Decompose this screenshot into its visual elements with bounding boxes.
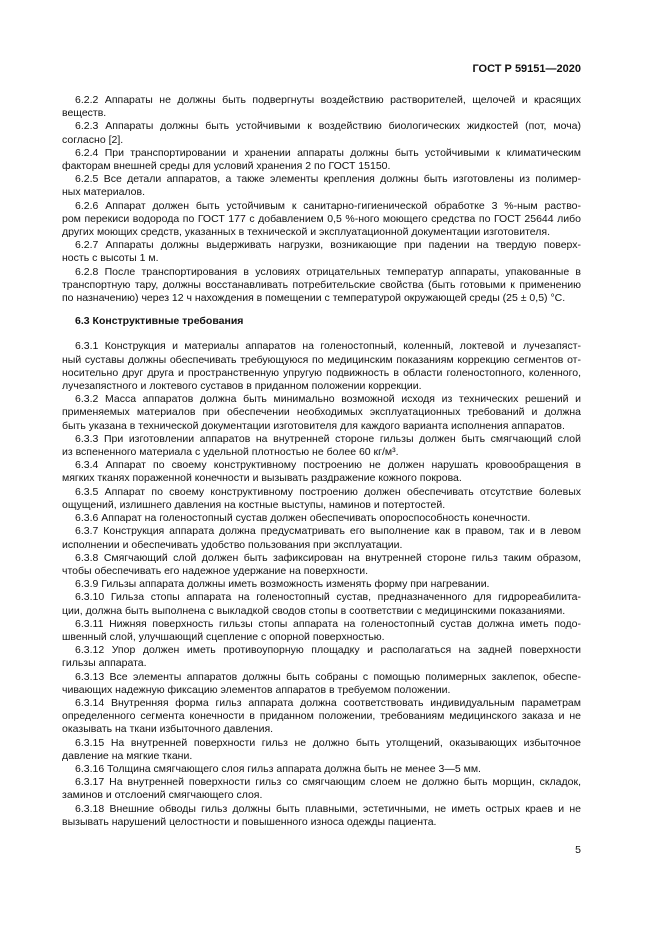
clause-text-line: Упор должен иметь противоупорную площадку и располагаться на задней поверхности <box>111 644 582 657</box>
clause-text-line: После транспортирования в условиях отрицательных температур аппараты, упакованные в <box>104 265 581 278</box>
clause-text-line: Аппараты должны выдерживать нагрузки, возникающие при падении на твердую поверх- <box>105 239 582 252</box>
clause-number: 6.3.5 <box>75 485 99 498</box>
clause-text-line: Аппарат на голеностопный сустав должен обеспечивать опороспособность конечности. <box>101 512 531 525</box>
clause-6-2-4 <box>62 147 581 173</box>
clause-text-line: швенный слой, улучшающий сцепление с опорной поверхностью. <box>62 630 385 643</box>
clause-text-line: Аппарат по своему конструктивному построению не должен нарушать кровообращения в <box>105 459 582 472</box>
clause-text-line: Конструкция аппарата должна предусматривать его выполнение как в правом, так и в левом <box>103 525 581 538</box>
clause-text-line: Конструкция и материалы аппаратов на голеностопный, коленный, локтевой и лучезапяст- <box>104 340 581 353</box>
clause-number: 6.3.8 <box>75 551 99 564</box>
clause-first-line <box>62 239 581 252</box>
clause-text-line: ных материалов. <box>62 186 145 199</box>
clause-number: 6.3.10 <box>75 591 105 604</box>
clause-6-3-7 <box>62 525 581 551</box>
clause-number: 6.2.5 <box>75 173 99 186</box>
clause-6-2-5 <box>62 173 581 199</box>
clause-text-line: факторам внешней среды для условий хранения 2 по ГОСТ 15150. <box>62 160 391 173</box>
clause-text-line: вызывать нарушений целостности и повышенного износа одежды пациента. <box>62 815 437 828</box>
clause-number: 6.3.7 <box>75 525 99 538</box>
clause-text-line: из вспененного материала с удельной плотностью не более 60 кг/м³. <box>62 446 399 459</box>
clause-text-line: по назначению) через 12 ч нахождения в помещении с температурой окружающей среды (25 ± 0,5) °C. <box>62 292 566 305</box>
clause-6-3-12 <box>62 644 581 670</box>
clause-number: 6.3.9 <box>75 578 99 591</box>
clause-text-line: лучезапястного и локтевого суставов в приданном положении коррекции. <box>62 380 422 393</box>
clause-text-line: Аппарат должен быть устойчивым к санитарно-гигиенической обработке 3 %-ным раство- <box>105 199 582 212</box>
clause-6-3-11 <box>62 618 581 644</box>
clause-first-line <box>62 486 581 499</box>
clause-first-line <box>62 618 581 631</box>
clause-first-line <box>62 803 581 816</box>
clause-text-line: давление на мягкие ткани. <box>62 749 193 762</box>
clause-text-line: других моющих средств, указанных в технической и эксплуатационной документации изготовителя. <box>62 226 550 239</box>
clause-first-line <box>62 433 581 446</box>
clause-first-line <box>62 512 581 525</box>
clause-first-line <box>62 671 581 684</box>
clause-first-line <box>62 459 581 472</box>
clause-text-line: чтобы обеспечивать его надежное удержание на поверхности. <box>62 564 369 577</box>
clause-text-line: На внутренней поверхности гильз не должно быть утолщений, оказывающих избыточное <box>110 736 582 749</box>
clause-number: 6.3.4 <box>75 459 99 472</box>
clause-number: 6.3.17 <box>75 776 105 789</box>
clause-first-line <box>62 120 581 133</box>
clause-first-line <box>62 173 581 186</box>
clause-first-line <box>62 776 581 789</box>
clause-number: 6.3.14 <box>75 696 105 709</box>
clause-number: 6.3.18 <box>75 802 105 815</box>
clause-first-line <box>62 94 581 107</box>
page-number: 5 <box>575 844 581 856</box>
clause-number: 6.3.6 <box>75 512 99 525</box>
clause-text-line: Смягчающий слой должен быть зафиксирован на внутренней стороне гильз таким образом, <box>103 551 581 564</box>
clause-text-line: Аппараты не должны быть подвергнуты воздействию растворителей, щелочей и красящих <box>104 94 582 106</box>
clause-first-line <box>62 697 581 710</box>
clause-number: 6.2.8 <box>75 265 99 278</box>
clause-text-line: заминов и отслоений смягчающего слоя. <box>62 789 263 802</box>
clause-text-line: чивающих надежную фиксацию элементов аппаратов в требуемом положении. <box>62 683 451 696</box>
clause-text-line: веществ. <box>62 107 107 120</box>
clause-text-line: Внешние обводы гильз должны быть плавными, эстетичными, не иметь острых краев и не <box>109 802 581 815</box>
clause-6-2-3 <box>62 120 581 146</box>
clause-text-line: Гильзы аппарата должны иметь возможность изменять форму при нагревании. <box>101 578 490 591</box>
clause-6-3-1 <box>62 340 581 393</box>
clause-6-3-6 <box>62 512 581 525</box>
clause-6-3-10 <box>62 591 581 617</box>
clause-6-3-4 <box>62 459 581 485</box>
clause-text-line: ный суставы должны обеспечивать требующуюся по медицинским показаниям коррекцию сегментов от- <box>62 353 581 366</box>
clause-number: 6.3.15 <box>75 736 105 749</box>
clause-first-line <box>62 578 581 591</box>
clause-text-line: При транспортировании и хранении аппараты должны быть устойчивыми к климатическим <box>104 146 582 159</box>
clause-text-line: ции, должна быть выполнена с выкладкой сводов стопы в соответствии с медицинскими показаниями. <box>62 604 566 617</box>
clause-text-line: гильзы аппарата. <box>62 657 147 670</box>
clause-6-3-14 <box>62 697 581 737</box>
clause-6-3-15 <box>62 737 581 763</box>
clause-number: 6.3.1 <box>75 340 99 353</box>
clause-number: 6.2.4 <box>75 146 99 159</box>
clause-number: 6.2.3 <box>75 120 99 133</box>
clause-first-line <box>62 393 581 406</box>
clause-first-line <box>62 737 581 750</box>
clause-text-line: согласно [2]. <box>62 133 124 146</box>
clause-first-line <box>62 147 581 160</box>
clause-6-3-2 <box>62 393 581 433</box>
clause-text-line: Все детали аппаратов, а также элементы крепления должны быть изготовлены из полимер- <box>103 173 582 186</box>
clause-first-line <box>62 763 581 776</box>
clause-text-line: применяемых материалов при обеспечении необходимых эксплуатационных требований и должна <box>62 406 581 419</box>
clause-first-line <box>62 200 581 213</box>
clause-text-line: На внутренней поверхности гильз со смягчающим слоем не должно быть морщин, складок, <box>109 776 582 789</box>
clause-number: 6.2.7 <box>75 239 99 252</box>
clause-text-line: ность с высоты 1 м. <box>62 252 159 265</box>
clause-first-line <box>62 525 581 538</box>
clause-text-line: Масса аппаратов должна быть минимально возможной исходя из технических решений и <box>105 393 581 406</box>
clause-text-line: Аппараты должны быть устойчивыми к воздействию биологических жидкостей (пот, моча) <box>105 120 582 133</box>
clause-first-line <box>62 591 581 604</box>
clause-text-line: транспортную тару, должны восстанавливать потребительские свойства (быть готовыми к применению <box>62 278 581 291</box>
clause-number: 6.3.2 <box>75 393 99 406</box>
clause-text-line: исполнении и обеспечивать удобство пользования при эксплуатации. <box>62 538 403 551</box>
clause-6-3-17 <box>62 776 581 802</box>
section-title: Конструктивные требования <box>92 315 244 328</box>
clause-text-line: Гильза стопы аппарата на голеностопный сустав, предназначенного для гидрореабилита- <box>110 591 581 604</box>
section-heading-6-3 <box>62 315 581 328</box>
clause-text-line: Аппарат по своему конструктивному построению должен обеспечивать отсутствие болевых <box>104 485 582 498</box>
clause-number: 6.3.3 <box>75 432 99 445</box>
clause-6-3-5 <box>62 486 581 512</box>
document-body <box>62 94 581 829</box>
clause-number: 6.3.16 <box>75 762 105 775</box>
clause-number: 6.3.13 <box>75 670 105 683</box>
clause-6-3-16 <box>62 763 581 776</box>
clause-6-3-18 <box>62 803 581 829</box>
clause-6-2-2 <box>62 94 581 120</box>
clause-text-line: При изготовлении аппаратов на внутренней стороне гильзы должен быть смягчающий слой <box>103 432 581 445</box>
clause-text-line: ощущений, излишнего давления на костные выступы, наминов и потертостей. <box>62 498 446 511</box>
clause-first-line <box>62 340 581 353</box>
clause-6-3-13 <box>62 671 581 697</box>
clause-text-line: мягких тканях пораженной конечности и вызывать раздражение кожного покрова. <box>62 472 462 485</box>
clause-6-2-7 <box>62 239 581 265</box>
clause-number: 6.3.11 <box>75 617 104 630</box>
clause-text-line: определенного сегмента конечности в приданном положении, требованиям медицинского заказа и не <box>62 710 581 723</box>
clause-6-3-3 <box>62 433 581 459</box>
clause-text-line: ром перекиси водорода по ГОСТ 177 с добавлением 0,5 %-ного моющего средства по ГОСТ 25644 либо <box>62 212 581 225</box>
clause-text-line: быть указана в технической документации изготовителя для каждого варианта исполнения аппаратов. <box>62 419 565 432</box>
clause-first-line <box>62 266 581 279</box>
document-code: ГОСТ Р 59151—2020 <box>472 63 581 75</box>
clause-text-line: оказывать на ткани избыточного давления. <box>62 723 274 736</box>
section-number: 6.3 <box>75 315 90 328</box>
clause-number: 6.3.12 <box>75 644 105 657</box>
clause-text-line: Толщина смягчающего слоя гильз аппарата должна быть не менее 3—5 мм. <box>107 762 481 775</box>
clause-first-line <box>62 644 581 657</box>
clause-6-2-8 <box>62 266 581 306</box>
clause-6-2-6 <box>62 200 581 240</box>
clause-text-line: Нижняя поверхность гильзы стопы аппарата на голеностопный сустав должна иметь подо- <box>109 617 582 630</box>
clause-first-line <box>62 552 581 565</box>
clause-number: 6.2.6 <box>75 199 99 212</box>
clause-6-3-8 <box>62 552 581 578</box>
clause-number: 6.2.2 <box>75 94 99 106</box>
clause-6-3-9 <box>62 578 581 591</box>
clause-text-line: носительно друг друга и пространственную упругую подвижность в области голеностопного, коленного, <box>62 366 581 379</box>
clause-text-line: Все элементы аппаратов должны быть собраны с помощью полимерных заклепок, обеспе- <box>109 670 582 683</box>
clause-text-line: Внутренняя форма гильз аппарата должна соответствовать индивидуальным параметрам <box>111 696 581 709</box>
